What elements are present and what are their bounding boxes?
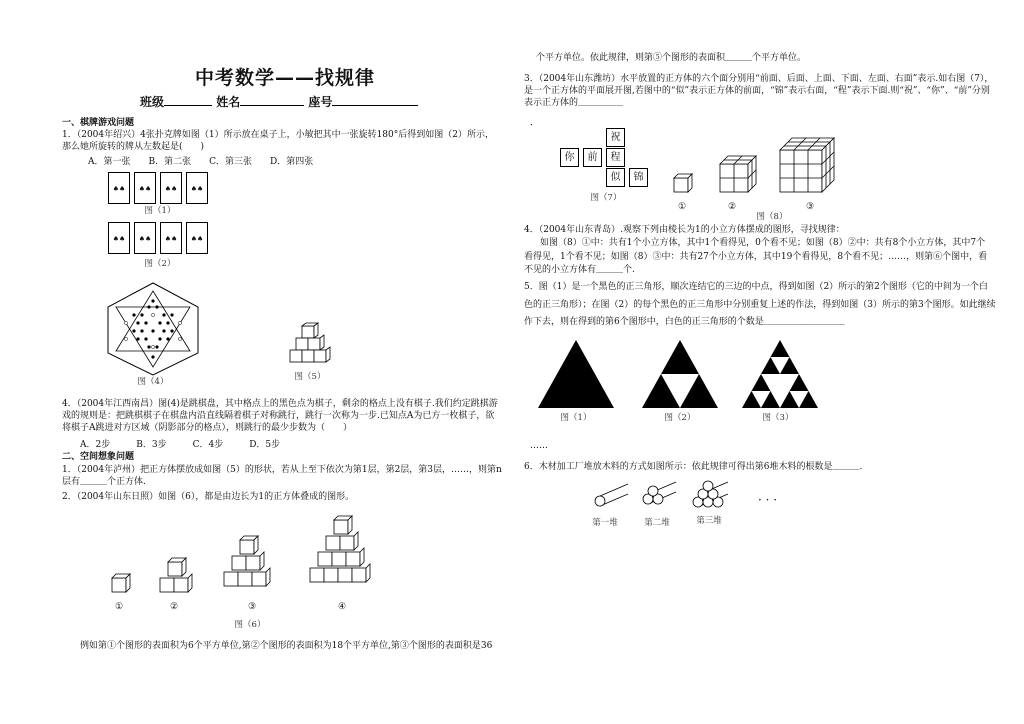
figure-4-caption: 图（4） <box>137 377 169 387</box>
figure-2-cards <box>108 222 212 254</box>
playing-card: ♠♠ <box>134 172 156 204</box>
net-cell-jin: 锦 <box>629 168 648 187</box>
option-a[interactable]: A．第一张 <box>88 157 131 167</box>
net-cell-zhu: 祝 <box>606 128 625 147</box>
wood-piles-figure <box>588 480 778 516</box>
name-blank[interactable] <box>240 105 304 106</box>
playing-card: ♠♠ <box>160 222 182 254</box>
bottom-text: 例如第①个图形的表面积为6个平方单位,第②个图形的表面积为18个平方单位,第③个图形的表面积是36 <box>80 641 493 651</box>
figure-8-caption: 图（8） <box>756 212 788 222</box>
triangle-caption-1: 图（1） <box>560 413 592 423</box>
figure-5-caption: 图（5） <box>294 372 326 382</box>
figure-6-label-4: ④ <box>338 602 347 612</box>
figure-1-caption: 图（1） <box>144 206 176 216</box>
option-b[interactable]: B．第二张 <box>148 157 192 167</box>
seat-label: 座号 <box>308 95 333 109</box>
question-1-options <box>88 156 313 168</box>
playing-card: ♠♠ <box>160 172 182 204</box>
cube-net-figure-7 <box>556 128 656 192</box>
question-4-options <box>80 439 280 451</box>
wood-label-2: 第二堆 <box>644 518 670 528</box>
class-label: 班级 <box>140 95 165 109</box>
checkers-board-figure <box>104 281 202 377</box>
playing-card: ♠♠ <box>134 222 156 254</box>
class-blank[interactable] <box>164 105 212 106</box>
right-top-text: 个平方单位。依此规律，则第⑤个图形的表面积＿＿＿个平方单位。 <box>536 53 807 63</box>
net-cell-si: 似 <box>606 168 625 187</box>
ellipsis-text: …… <box>530 441 548 451</box>
net-cell-qian: 前 <box>583 148 602 167</box>
cube-stack-figure-5 <box>288 322 332 368</box>
option-a[interactable]: A．2步 <box>80 440 111 450</box>
figure-8-label-2: ② <box>728 202 737 212</box>
playing-card: ♠♠ <box>108 222 130 254</box>
name-label: 姓名 <box>216 95 241 109</box>
figure-6-label-1: ① <box>115 602 124 612</box>
page-title: 中考数学——找规律 <box>195 67 376 89</box>
wood-label-3: 第三堆 <box>696 516 722 526</box>
seat-blank[interactable] <box>332 105 418 106</box>
question-3-text: 3．（2004年山东潍坊）水平放置的正方体的六个面分别用“前面、后面、上面、下面、左面、右面”表示.如右图（7），是一个正方体的平面展开图,若图中的“似”表示正方体的前面，“锦”表示右面，“程”表示下面.则“祝”、“你”、“前”分别表示正方体的＿＿＿＿＿ <box>524 74 994 109</box>
question-4-qingdao-text: 4．（2004年山东青岛）.观察下列由棱长为1的小立方体摆成的图形，寻找规律： <box>524 225 845 235</box>
figure-8-label-1: ① <box>678 202 687 212</box>
question-6-text: 6．木材加工厂堆放木料的方式如图所示：依此规律可得出第6堆木料的根数是＿＿＿. <box>524 462 863 472</box>
wood-label-1: 第一堆 <box>592 518 618 528</box>
question-luzhou-text: 1．（2004年泸州）把正方体摆放成如图（5）的形状，若从上至下依次为第1层，第2层，第3层，……，则第n层有＿＿＿个正方体. <box>62 465 502 488</box>
net-cell-cheng: 程 <box>606 148 625 167</box>
triangle-caption-2: 图（2） <box>664 413 696 423</box>
playing-card: ♠♠ <box>186 172 208 204</box>
cube-figure-8 <box>668 128 840 200</box>
question-5-text: 5．图（1）是一个黑色的正三角形，顺次连结它的三边的中点，得到如图（2）所示的第2个图形（它的中间为一个白色的正三角形）；在图（2）的每个黑色的正三角形中分别重复上述的作法，得到如图（3）所示的第3个图形。如此继续作下去，则在得到的第6个图形中，白色的正三角形的个数是＿＿＿＿＿＿＿＿＿ <box>524 282 996 328</box>
question-1-text: 1．（2004年绍兴）4张扑克牌如图（1）所示放在桌子上，小敏把其中一张旋转180°后得到如图（2）所示，那么她所旋转的牌从左数起是( ) <box>62 130 494 153</box>
figure-8-label-3: ③ <box>806 202 815 212</box>
wood-ellipsis: · · · <box>758 493 778 507</box>
net-cell-ni: 你 <box>560 148 579 167</box>
option-c[interactable]: C．第三张 <box>209 157 253 167</box>
student-info <box>140 94 440 110</box>
question-3-tail: ． <box>530 118 540 128</box>
figure-6-label-2: ② <box>170 602 179 612</box>
figure-6-label-3: ③ <box>248 602 257 612</box>
figure-7-caption: 图（7） <box>590 193 622 203</box>
question-4-qingdao-body: 如图（8）①中：共有1个小立方体，其中1个看得见，0个看不见；如图（8）②中：共有8个小立方体，其中7个看得见，1个看不见；如图（8）③中：共有27个小立方体，其中19个看得见，8个看不见；……，则第⑥个图中，看不见的小立方体有＿＿＿个. <box>524 238 988 275</box>
sierpinski-triangles-figure <box>536 338 822 412</box>
question-rizhao-text: 2．（2004年山东日照）如图（6），都是由边长为1的正方体叠成的图形。 <box>62 492 355 502</box>
playing-card: ♠♠ <box>186 222 208 254</box>
option-d[interactable]: D．5步 <box>249 440 281 450</box>
figure-1-cards <box>108 172 212 204</box>
figure-2-caption: 图（2） <box>144 259 176 269</box>
option-b[interactable]: B．3步 <box>136 440 167 450</box>
section-2-heading: 二、空间想象问题 <box>62 452 135 462</box>
option-c[interactable]: C．4步 <box>192 440 224 450</box>
triangle-caption-3: 图（3） <box>762 413 794 423</box>
section-1-heading: 一、棋牌游戏问题 <box>62 118 135 128</box>
cube-stacks-figure-6 <box>104 510 414 602</box>
playing-card: ♠♠ <box>108 172 130 204</box>
figure-6-caption: 图（6） <box>234 620 266 630</box>
question-4-text: 4．（2004年江西南昌）图(4)是跳棋盘，其中格点上的黑色点为棋子，剩余的格点上没有棋子.我们约定跳棋游戏的规则是：把跳棋棋子在棋盘内沿直线隔着棋子对称跳行，跳行一次称为一步.已知点A为已方一枚棋子，欲将棋子A跳进对方区域（阴影部分的格点），则跳行的最少步数为（ ） <box>62 399 498 434</box>
option-d[interactable]: D．第四张 <box>270 157 314 167</box>
